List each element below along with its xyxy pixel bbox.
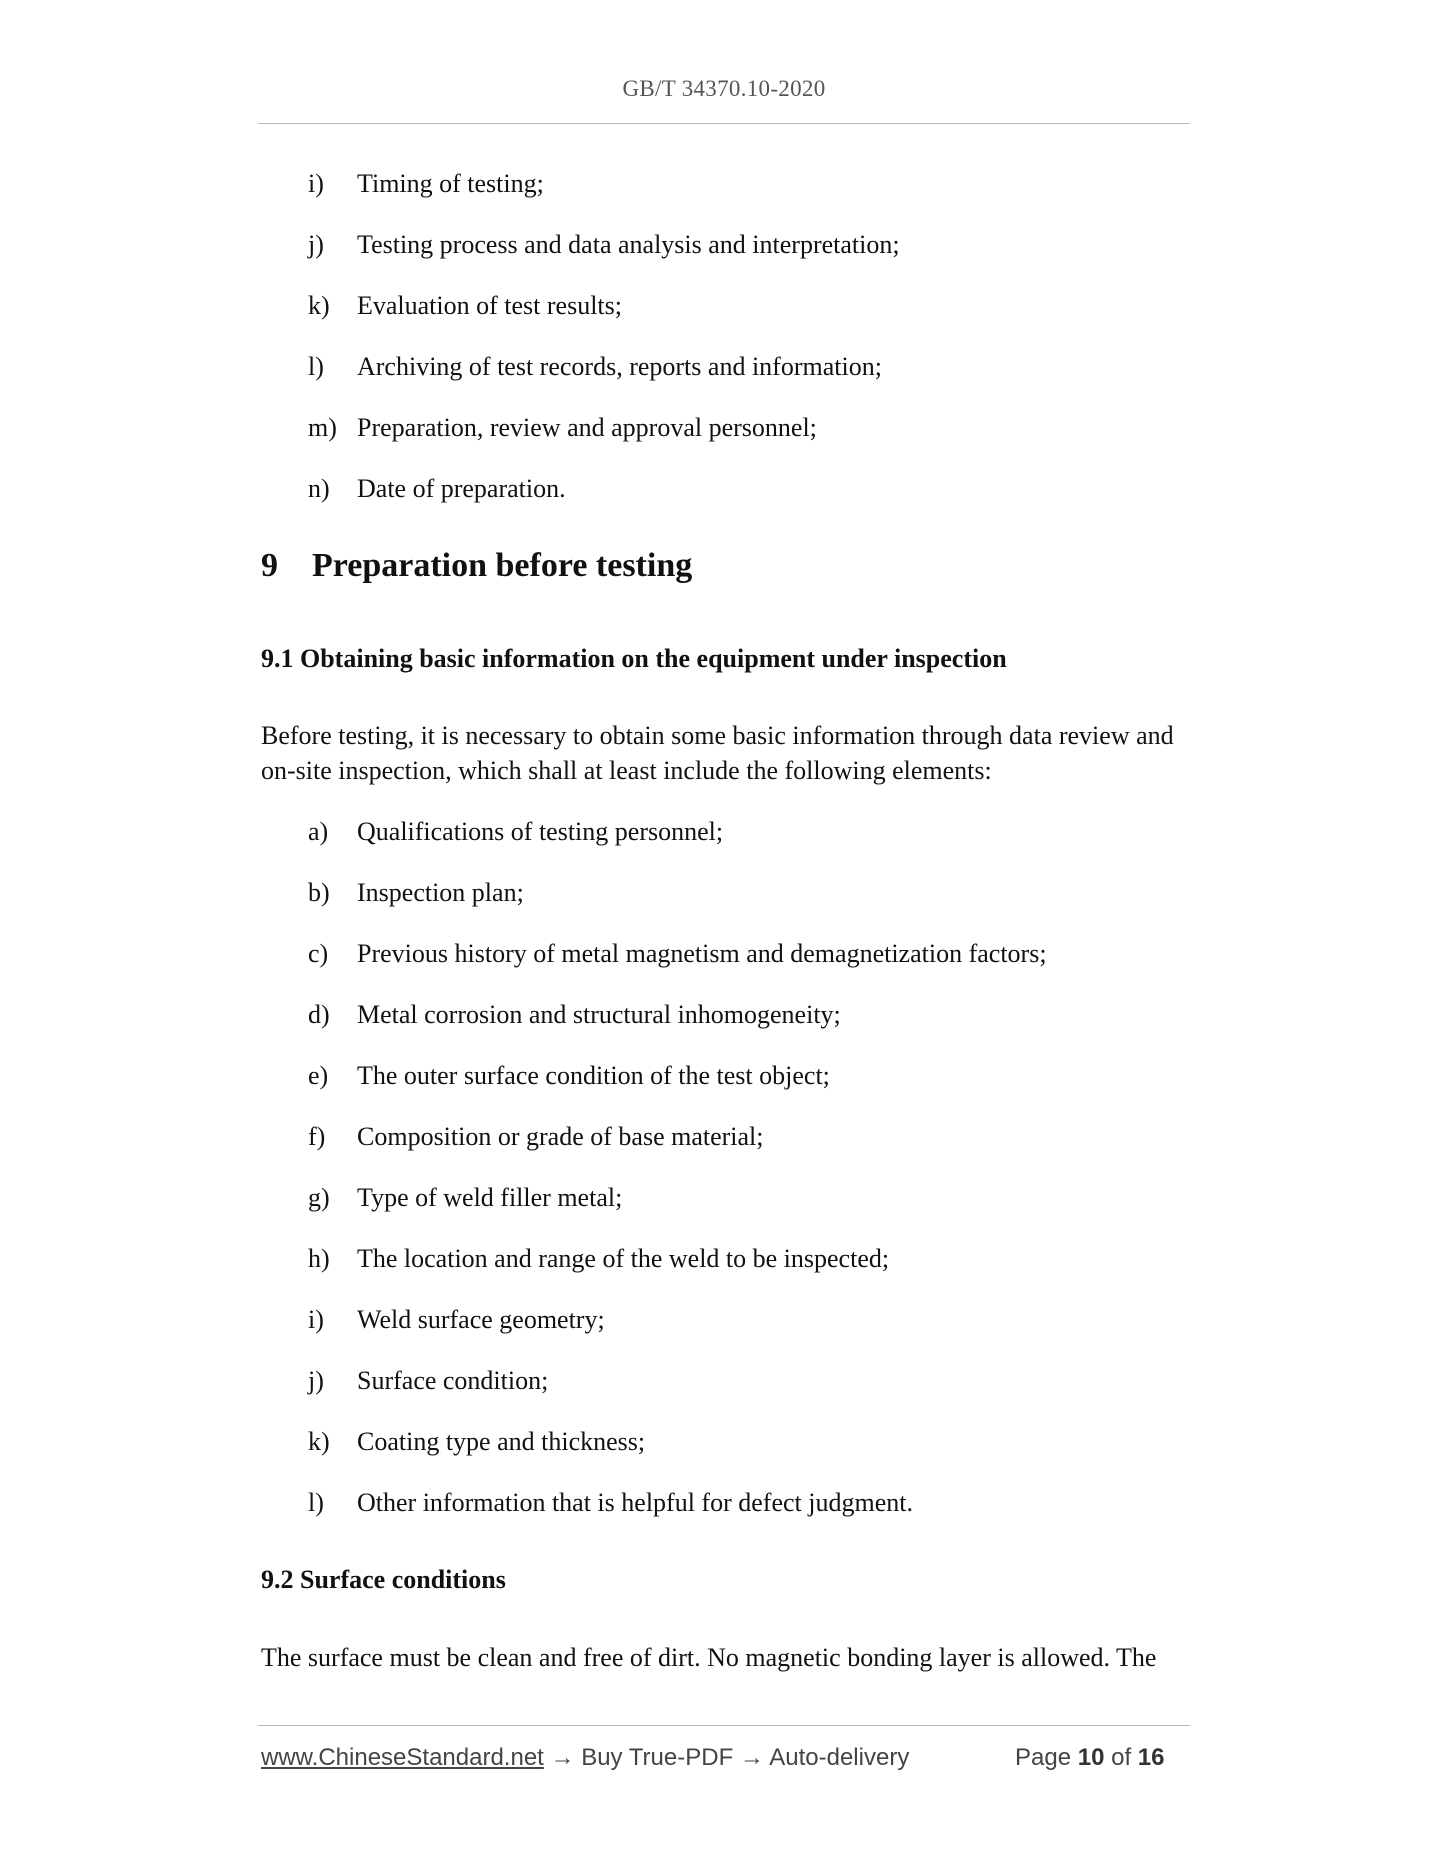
arrow-right-icon: → [739, 1744, 764, 1771]
document-code-header: GB/T 34370.10-2020 [622, 76, 826, 101]
list-item-text: Date of preparation. [357, 474, 566, 503]
page-current: 10 [1077, 1744, 1105, 1771]
list-item-label: i) [308, 1305, 324, 1334]
list-item-label: i) [308, 169, 324, 198]
page-total: 16 [1137, 1744, 1165, 1771]
page-indicator [1015, 1744, 1165, 1772]
list-item-label: j) [308, 230, 324, 259]
list-item-label: h) [308, 1244, 330, 1273]
list-item-label: l) [308, 1488, 324, 1517]
list-item-text: Metal corrosion and structural inhomogeneity; [357, 1000, 841, 1029]
list-item-label: m) [308, 413, 337, 442]
list-item-label: d) [308, 1000, 330, 1029]
list-item-text: Surface condition; [357, 1366, 549, 1395]
list-item-text: Inspection plan; [357, 878, 524, 907]
of-label: of [1111, 1744, 1132, 1771]
list-item-text: Evaluation of test results; [357, 291, 623, 320]
list-item-text: Previous history of metal magnetism and demagnetization factors; [357, 939, 1047, 968]
arrow-right-icon: → [550, 1744, 575, 1771]
list-item-text: Type of weld filler metal; [357, 1183, 623, 1212]
list-item-label: k) [308, 291, 330, 320]
list-item-text: The location and range of the weld to be inspected; [357, 1244, 890, 1273]
list-item-text: Preparation, review and approval personnel; [357, 413, 817, 442]
auto-delivery-text: Auto-delivery [769, 1744, 910, 1771]
section-9-2-heading: 9.2 Surface conditions [261, 1565, 506, 1594]
list-item-label: f) [308, 1122, 326, 1151]
footer-purchase-info [261, 1744, 909, 1772]
section-9-2-text [261, 1640, 1193, 1675]
list-item-label: b) [308, 878, 330, 907]
list-item-text: Composition or grade of base material; [357, 1122, 764, 1151]
list-item-label: j) [308, 1366, 324, 1395]
list-item-text: Coating type and thickness; [357, 1427, 646, 1456]
list-item-text: Qualifications of testing personnel; [357, 817, 724, 846]
list-item-text: Weld surface geometry; [357, 1305, 605, 1334]
section-title: Preparation before testing [312, 547, 693, 584]
list-item-text: Archiving of test records, reports and information; [357, 352, 882, 381]
footer-divider [258, 1725, 1190, 1726]
list-item-label: l) [308, 352, 324, 381]
list-item-text: The outer surface condition of the test object; [357, 1061, 830, 1090]
section-9-1-intro [261, 718, 1193, 788]
list-item-label: c) [308, 939, 329, 968]
section-number: 9 [261, 547, 278, 584]
page-label: Page [1015, 1744, 1072, 1771]
list-item-text: Timing of testing; [357, 169, 544, 198]
paragraph-line: The surface must be clean and free of dirt. No magnetic bonding layer is allowed. The [261, 1643, 1157, 1672]
buy-true-pdf-text: Buy True-PDF [581, 1744, 734, 1771]
header-divider [258, 123, 1190, 124]
intro-line: Before testing, it is necessary to obtain some basic information through data review and [261, 721, 1174, 750]
chinesestandard-link[interactable]: www.ChineseStandard.net [261, 1744, 544, 1771]
list-item-label: g) [308, 1183, 330, 1212]
intro-line: on-site inspection, which shall at least include the following elements: [261, 756, 992, 785]
section-9-1-heading: 9.1 Obtaining basic information on the equipment under inspection [261, 644, 1007, 673]
list-item-text: Testing process and data analysis and interpretation; [357, 230, 900, 259]
list-item-label: n) [308, 474, 330, 503]
list-item-label: e) [308, 1061, 329, 1090]
list-item-label: a) [308, 817, 329, 846]
list-item-text: Other information that is helpful for defect judgment. [357, 1488, 913, 1517]
list-item-label: k) [308, 1427, 330, 1456]
